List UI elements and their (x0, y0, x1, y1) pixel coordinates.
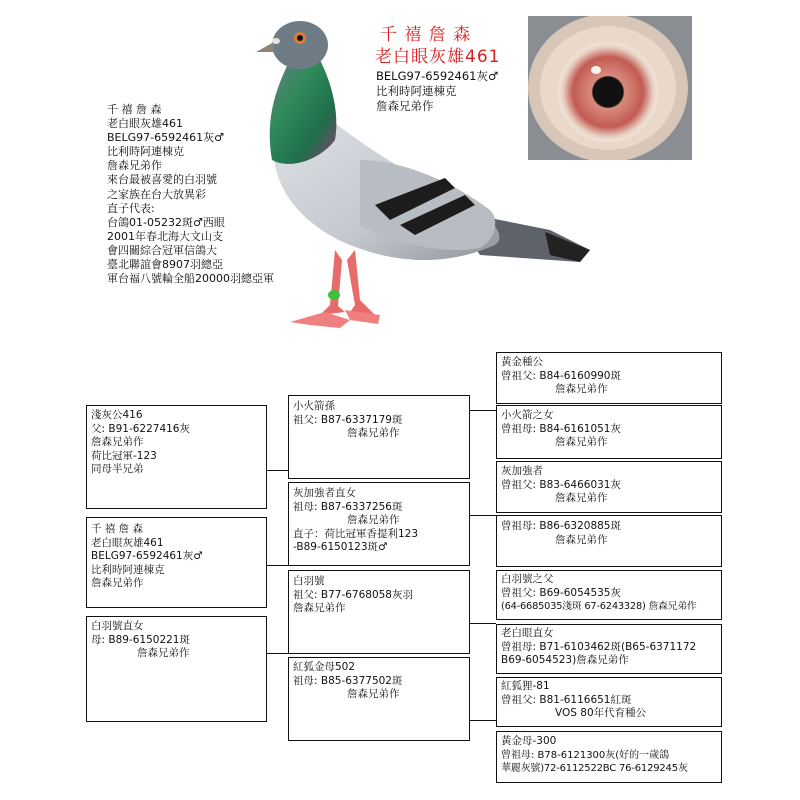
ggp7-name: 紅狐狸-81 (501, 680, 550, 692)
gp2-ring: 祖母: B87-6337256斑 (293, 500, 403, 513)
dam-box (86, 616, 267, 722)
subject-title: 老白眼灰雄461 (91, 536, 164, 549)
description-line: 比利時阿連棟克 (107, 145, 184, 159)
ggp6-ring: 曾祖母: B71-6103462斑(B65-6371172 (501, 640, 697, 653)
subject-origin: 比利時阿連棟克 (91, 563, 165, 576)
gp1-breeder: 詹森兄弟作 (347, 427, 400, 440)
great-grandparent-box-6 (496, 624, 722, 674)
eye-closeup-photo (528, 16, 692, 160)
ggp2-breeder: 詹森兄弟作 (555, 436, 608, 449)
description-line: 軍台福八號輪全船20000羽總亞軍 (107, 272, 274, 286)
gp1-ring: 祖父: B87-6337179斑 (293, 413, 403, 426)
sibling-name: 淺灰公416 (91, 409, 143, 421)
connector-line (470, 720, 496, 721)
great-grandparent-box-4 (496, 515, 722, 567)
grandparent-box-2 (288, 482, 470, 566)
description-line: 台鴿01-05232斑♂西眼 (107, 215, 225, 229)
gp3-ring: 祖父: B77-6768058灰羽 (293, 588, 413, 601)
ggp3-ring: 曾祖父: B83-6466031灰 (501, 478, 621, 491)
dam-ring: 母: B89-6150221斑 (91, 633, 190, 646)
sibling-note: 荷比冠軍-123 (91, 449, 157, 462)
ggp6-note: B69-6054523)詹森兄弟作 (501, 654, 629, 667)
description-line: 會四關綜合冠軍信鴿大 (107, 243, 217, 257)
gp2-breeder: 詹森兄弟作 (347, 514, 400, 527)
subject-box (86, 517, 267, 608)
connector-line (266, 470, 288, 471)
description-line: 直子代表: (107, 201, 155, 215)
ggp4-ring: 曾祖母: B86-6320885斑 (501, 520, 621, 532)
ggp5-ring: 曾祖父: B69-6054535灰 (501, 586, 621, 599)
connector-line (470, 623, 496, 624)
ggp2-name: 小火箭之女 (501, 409, 554, 421)
ggp5-name: 白羽號之父 (501, 573, 554, 585)
ggp1-breeder: 詹森兄弟作 (555, 383, 608, 396)
dam-name: 白羽號直女 (91, 620, 144, 632)
ggp8-name: 黃金母-300 (501, 735, 557, 747)
header-title-sub: 老白眼灰雄461 (375, 47, 501, 67)
great-grandparent-box-3 (496, 461, 722, 513)
subject-ring: BELG97-6592461灰♂ (91, 550, 203, 563)
description-block (107, 103, 274, 286)
gp4-name: 紅狐金母502 (293, 661, 356, 673)
ggp3-name: 灰加強者 (501, 465, 543, 477)
description-line: 老白眼灰雄461 (107, 117, 183, 131)
great-grandparent-box-5 (496, 570, 722, 620)
sibling-note: 同母半兄弟 (91, 463, 144, 476)
gp3-breeder: 詹森兄弟作 (293, 602, 346, 615)
connector-line (266, 565, 288, 566)
description-line: 來台最被喜愛的白羽號 (107, 173, 217, 187)
gp2-note: 直子：荷比冠軍香提利123 (293, 527, 419, 540)
description-line: 之家族在台大放異彩 (107, 187, 206, 201)
great-grandparent-box-7 (496, 677, 722, 727)
ggp1-name: 黃金種公 (501, 356, 543, 368)
ggp8-ring: 曾祖母: B78-6121300灰(好的一歲鴿 (501, 749, 670, 761)
sibling-box (86, 405, 267, 509)
connector-line (470, 410, 496, 411)
ggp3-breeder: 詹森兄弟作 (555, 492, 608, 505)
grandparent-box-1 (288, 395, 470, 479)
great-grandparent-box-1 (496, 352, 722, 404)
sibling-ring: 父: B91-6227416灰 (91, 422, 190, 435)
ggp7-ring: 曾祖父: B81-6116651紅斑 (501, 693, 632, 706)
ggp7-note: VOS 80年代育種公 (555, 707, 647, 720)
gp2-name: 灰加強者直女 (293, 487, 356, 499)
description-line: 詹森兄弟作 (107, 159, 162, 173)
description-line: BELG97-6592461灰♂ (107, 131, 224, 145)
ggp5-note: (64-6685035淺斑 67-6243328) 詹森兄弟作 (501, 601, 697, 613)
gp4-ring: 祖母: B85-6377502斑 (293, 674, 403, 687)
great-grandparent-box-8 (496, 731, 722, 783)
connector-line (470, 515, 496, 516)
gp2-note: -B89-6150123斑♂ (293, 541, 388, 554)
connector-line (266, 653, 288, 654)
header-ring: BELG97-6592461灰♂ (376, 69, 499, 83)
subject-name: 千 禧 詹 森 (91, 523, 144, 535)
sibling-breeder: 詹森兄弟作 (91, 436, 144, 449)
ggp6-name: 老白眼直女 (501, 627, 554, 639)
grandparent-box-3 (288, 570, 470, 654)
great-grandparent-box-2 (496, 405, 722, 459)
gp1-name: 小火箭孫 (293, 400, 335, 412)
ggp1-ring: 曾祖父: B84-6160990斑 (501, 369, 621, 382)
header-title-name: 千 禧 詹 森 (380, 25, 472, 45)
description-line: 2001年春北海大文山支 (107, 229, 223, 243)
description-line: 千 禧 詹 森 (107, 103, 162, 116)
gp4-breeder: 詹森兄弟作 (347, 688, 400, 701)
description-line: 臺北聯誼會8907羽總亞 (107, 258, 223, 272)
ggp4-breeder: 詹森兄弟作 (555, 533, 608, 546)
ggp8-note: 華麗灰號)72-6112522BC 76-6129245灰 (501, 763, 688, 775)
header-origin: 比利時阿連棟克 (376, 84, 457, 98)
dam-breeder: 詹森兄弟作 (137, 647, 190, 660)
gp3-name: 白羽號 (293, 575, 325, 587)
ggp2-ring: 曾祖母: B84-6161051灰 (501, 422, 621, 435)
header-breeder: 詹森兄弟作 (376, 99, 434, 113)
subject-breeder: 詹森兄弟作 (91, 577, 144, 590)
grandparent-box-4 (288, 657, 470, 741)
